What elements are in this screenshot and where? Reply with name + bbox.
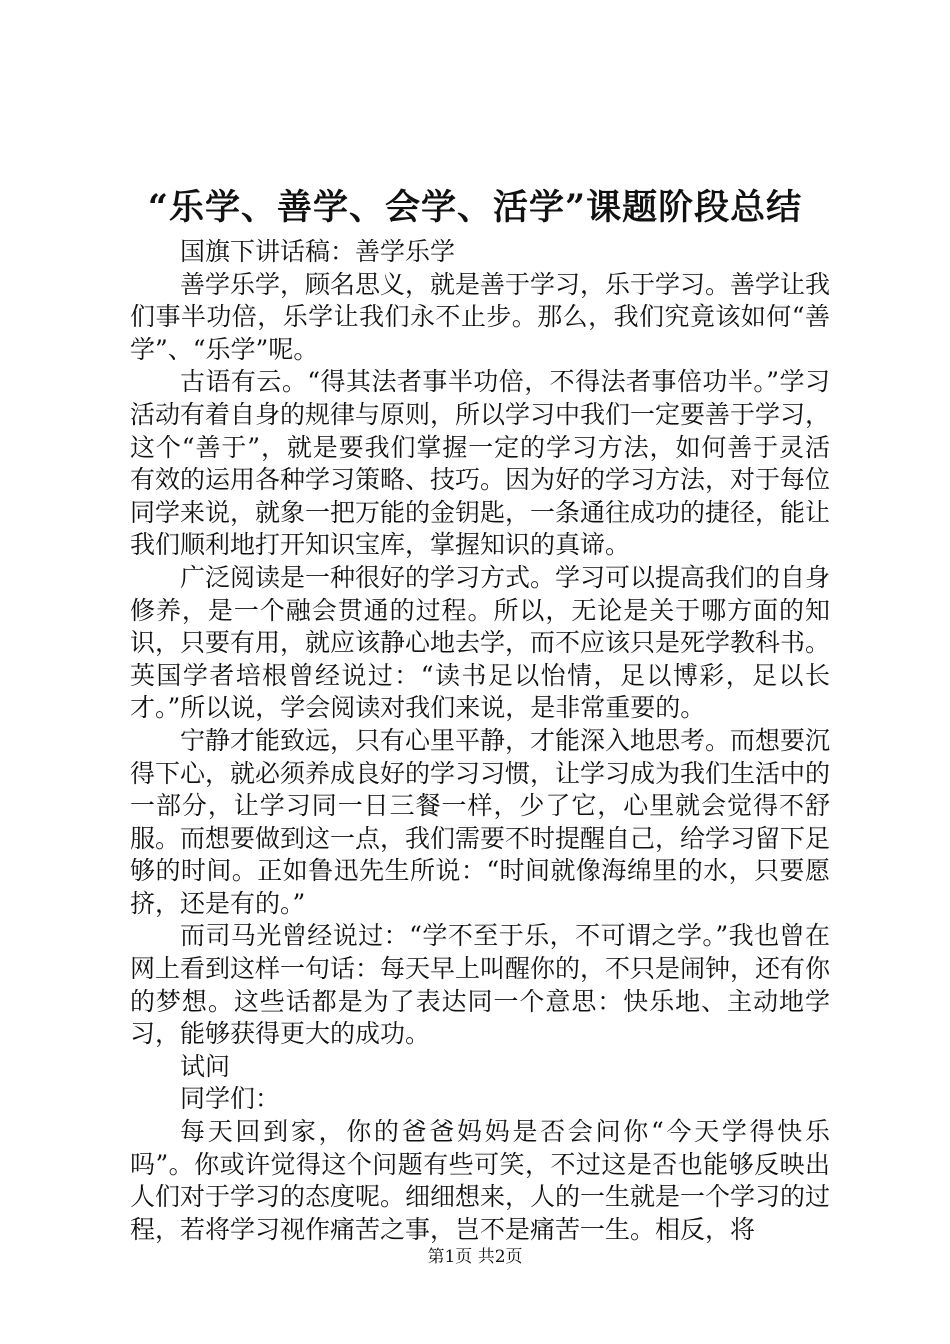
paragraph: 宁静才能致远，只有心里平静，才能深入地思考。而想要沉得下心，就必须养成良好的学习习惯，让学习成为我们生活中的一部分，让学习同一日三餐一样，少了它，心里就会觉得不舒服。而想要做到这一点，我们需要不时提醒自己，给学习留下足够的时间。正如鲁迅先生所说：“时间就像海绵里的水，只要愿挤，还是有的。”	[130, 725, 831, 918]
paragraph: 试问	[180, 1051, 231, 1081]
paragraph: 同学们：	[180, 1084, 281, 1114]
paragraph: 每天回到家，你的爸爸妈妈是否会问你“今天学得快乐吗”。你或许觉得这个问题有些可笑，不过这是否也能够反映出人们对于学习的态度呢。细细想来，人的一生就是一个学习的过程，若将学习视作痛苦之事，岂不是痛苦一生。相反，将	[130, 1117, 831, 1244]
paragraph: 古语有云。“得其法者事半功倍，不得法者事倍功半。”学习活动有着自身的规律与原则，所以学习中我们一定要善于学习，这个“善于”，就是要我们掌握一定的学习方法，如何善于灵活有效的运用各种学习策略、技巧。因为好的学习方法，对于每位同学来说，就象一把万能的金钥匙，一条通往成功的捷径，能让我们顺利地打开知识宝库，掌握知识的真谛。	[130, 367, 831, 560]
paragraph: 善学乐学，顾名思义，就是善于学习，乐于学习。善学让我们事半功倍，乐学让我们永不止步。那么，我们究竟该如何“善学”、“乐学”呢。	[130, 269, 831, 364]
document-body	[130, 236, 830, 1246]
document-title: “乐学、善学、会学、活学”课题阶段总结	[147, 187, 803, 228]
paragraph-speech-heading: 国旗下讲话稿：善学乐学	[180, 237, 456, 266]
page-number-footer: 第1页 共2页	[427, 1247, 523, 1267]
paragraph: 而司马光曾经说过：“学不至于乐，不可谓之学。”我也曾在网上看到这样一句话：每天早上叫醒你的，不只是闹钟，还有你的梦想。这些话都是为了表达同一个意思：快乐地、主动地学习，能够获得更大的成功。	[130, 921, 831, 1049]
paragraph: 广泛阅读是一种很好的学习方式。学习可以提高我们的自身修养，是一个融会贯通的过程。所以，无论是关于哪方面的知识，只要有用，就应该静心地去学，而不应该只是死学教科书。英国学者培根曾经说过：“读书足以怡情，足以博彩，足以长才。”所以说，学会阅读对我们来说，是非常重要的。	[130, 562, 831, 723]
